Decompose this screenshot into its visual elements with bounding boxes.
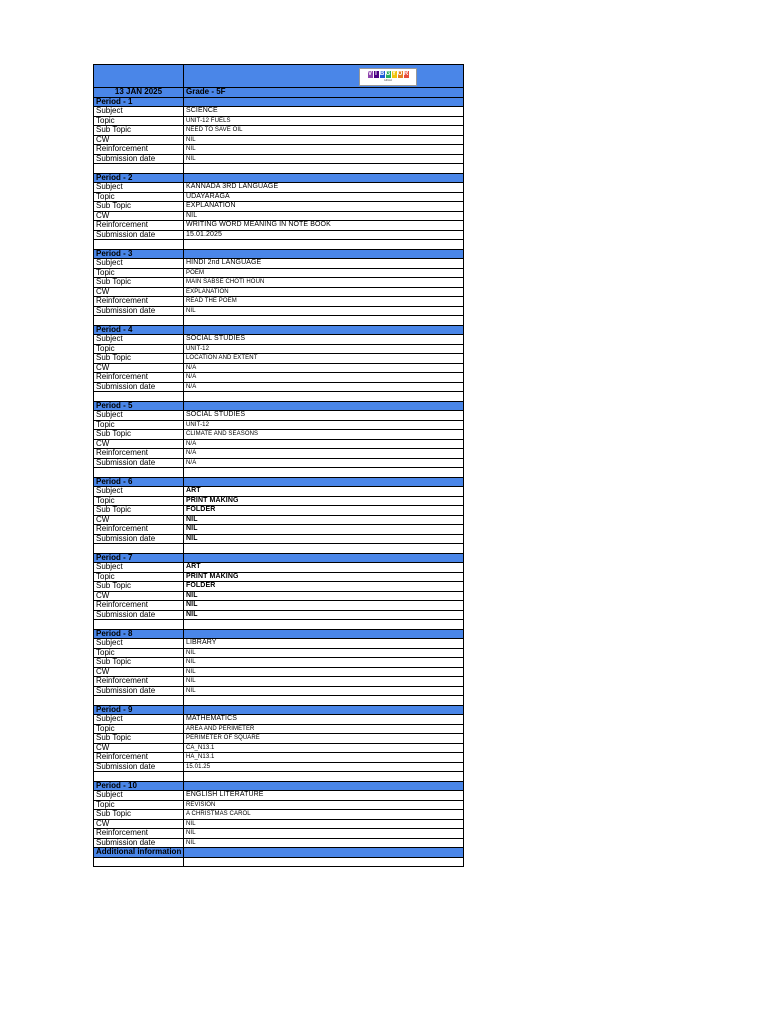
logo-letter: G (385, 71, 391, 77)
period-field-row (94, 572, 464, 582)
spacer-cell (184, 772, 464, 782)
field-value-submission-date: 15.01.25 (184, 762, 464, 772)
logo-subtitle: HIGH (384, 78, 392, 82)
period-field-row (94, 449, 464, 459)
field-value-sub-topic: NIL (184, 658, 464, 668)
period-field-row (94, 107, 464, 117)
period-header-row (94, 97, 464, 107)
field-value-reinforcement: N/A (184, 449, 464, 459)
period-field-row (94, 610, 464, 620)
logo-letter: I (375, 71, 377, 77)
grade-cell: Grade - 5F (184, 88, 464, 98)
period-field-row (94, 715, 464, 725)
field-label-subject: Subject (94, 563, 184, 573)
period-field-row (94, 563, 464, 573)
field-value-reinforcement: NIL (184, 829, 464, 839)
period-field-row (94, 116, 464, 126)
period-field-row (94, 762, 464, 772)
period-field-row (94, 819, 464, 829)
period-field-row (94, 525, 464, 535)
additional-info-spacer (184, 848, 464, 858)
period-field-row (94, 382, 464, 392)
period-field-row (94, 810, 464, 820)
field-label-cw: CW (94, 287, 184, 297)
additional-info-title: Additional information (94, 848, 184, 858)
field-value-topic: UNIT-12 (184, 344, 464, 354)
period-field-row (94, 335, 464, 345)
period-title: Period - 4 (94, 325, 184, 335)
field-value-cw: NIL (184, 515, 464, 525)
field-label-reinforcement: Reinforcement (94, 221, 184, 231)
period-field-row (94, 639, 464, 649)
field-label-submission-date: Submission date (94, 306, 184, 316)
period-header-row (94, 781, 464, 791)
spacer-row (94, 164, 464, 174)
field-value-submission-date: N/A (184, 458, 464, 468)
period-title-spacer (184, 477, 464, 487)
period-field-row (94, 306, 464, 316)
field-label-reinforcement: Reinforcement (94, 677, 184, 687)
period-field-row (94, 753, 464, 763)
field-value-cw: NIL (184, 819, 464, 829)
field-value-cw: NIL (184, 135, 464, 145)
field-value-reinforcement: N/A (184, 373, 464, 383)
period-header-row (94, 705, 464, 715)
header-date-row (94, 88, 464, 98)
field-value-subject: ART (184, 563, 464, 573)
period-title: Period - 6 (94, 477, 184, 487)
spacer-row (94, 316, 464, 326)
field-label-cw: CW (94, 591, 184, 601)
logo-letter: O (397, 71, 403, 77)
period-field-row (94, 192, 464, 202)
field-value-topic: AREA AND PERIMETER (184, 724, 464, 734)
period-field-row (94, 297, 464, 307)
field-value-submission-date: NIL (184, 154, 464, 164)
field-label-subject: Subject (94, 107, 184, 117)
period-field-row (94, 373, 464, 383)
field-label-subject: Subject (94, 639, 184, 649)
period-title-spacer (184, 173, 464, 183)
field-value-submission-date: N/A (184, 382, 464, 392)
field-label-cw: CW (94, 743, 184, 753)
period-field-row (94, 791, 464, 801)
field-value-submission-date: NIL (184, 534, 464, 544)
field-label-reinforcement: Reinforcement (94, 145, 184, 155)
field-value-sub-topic: EXPLANATION (184, 202, 464, 212)
spacer-cell (184, 164, 464, 174)
period-field-row (94, 420, 464, 430)
logo-letter: B (379, 71, 385, 77)
period-field-row (94, 686, 464, 696)
period-title-spacer (184, 705, 464, 715)
period-field-row (94, 677, 464, 687)
field-value-cw: N/A (184, 439, 464, 449)
period-field-row (94, 829, 464, 839)
field-label-cw: CW (94, 667, 184, 677)
spacer-cell (184, 316, 464, 326)
logo-letter: R (403, 71, 409, 77)
field-value-subject: SCIENCE (184, 107, 464, 117)
period-header-row (94, 553, 464, 563)
period-header-row (94, 401, 464, 411)
period-title-spacer (184, 97, 464, 107)
field-label-cw: CW (94, 211, 184, 221)
period-title: Period - 5 (94, 401, 184, 411)
date-cell: 13 JAN 2025 (94, 88, 184, 98)
period-title-spacer (184, 325, 464, 335)
field-label-topic: Topic (94, 268, 184, 278)
period-field-row (94, 658, 464, 668)
field-value-cw: N/A (184, 363, 464, 373)
period-field-row (94, 582, 464, 592)
field-label-topic: Topic (94, 192, 184, 202)
period-field-row (94, 344, 464, 354)
spacer-cell (94, 392, 184, 402)
field-label-reinforcement: Reinforcement (94, 449, 184, 459)
period-field-row (94, 183, 464, 193)
field-value-submission-date: NIL (184, 306, 464, 316)
field-label-reinforcement: Reinforcement (94, 601, 184, 611)
field-label-cw: CW (94, 515, 184, 525)
period-field-row (94, 601, 464, 611)
period-title: Period - 10 (94, 781, 184, 791)
period-field-row (94, 411, 464, 421)
field-label-sub-topic: Sub Topic (94, 734, 184, 744)
period-field-row (94, 268, 464, 278)
period-field-row (94, 135, 464, 145)
field-label-topic: Topic (94, 116, 184, 126)
spacer-cell (94, 164, 184, 174)
field-value-sub-topic: CLIMATE AND SEASONS (184, 430, 464, 440)
field-value-topic: PRINT MAKING (184, 572, 464, 582)
field-value-topic: NIL (184, 648, 464, 658)
field-label-reinforcement: Reinforcement (94, 297, 184, 307)
additional-info-cell (94, 857, 184, 867)
field-value-submission-date: 15.01.2025 (184, 230, 464, 240)
spacer-cell (94, 620, 184, 630)
spacer-row (94, 544, 464, 554)
field-label-sub-topic: Sub Topic (94, 810, 184, 820)
period-field-row (94, 202, 464, 212)
field-label-subject: Subject (94, 487, 184, 497)
field-label-subject: Subject (94, 335, 184, 345)
field-label-topic: Topic (94, 800, 184, 810)
spacer-row (94, 696, 464, 706)
field-value-submission-date: NIL (184, 686, 464, 696)
field-label-cw: CW (94, 819, 184, 829)
field-value-topic: REVISION (184, 800, 464, 810)
field-value-sub-topic: NEED TO SAVE OIL (184, 126, 464, 136)
period-title: Period - 3 (94, 249, 184, 259)
spacer-cell (184, 468, 464, 478)
field-value-reinforcement: HA_N13.1 (184, 753, 464, 763)
spacer-cell (94, 772, 184, 782)
spacer-cell (184, 240, 464, 250)
field-value-reinforcement: NIL (184, 145, 464, 155)
field-label-reinforcement: Reinforcement (94, 753, 184, 763)
field-label-subject: Subject (94, 259, 184, 269)
field-label-submission-date: Submission date (94, 762, 184, 772)
logo-letter: Y (391, 71, 396, 77)
timetable-body (94, 65, 464, 867)
field-label-reinforcement: Reinforcement (94, 525, 184, 535)
field-value-subject: HINDI 2nd LANGUAGE (184, 259, 464, 269)
field-label-sub-topic: Sub Topic (94, 202, 184, 212)
spacer-cell (94, 468, 184, 478)
field-label-sub-topic: Sub Topic (94, 430, 184, 440)
field-label-submission-date: Submission date (94, 610, 184, 620)
period-field-row (94, 287, 464, 297)
field-label-subject: Subject (94, 791, 184, 801)
spacer-cell (94, 696, 184, 706)
period-title-spacer (184, 629, 464, 639)
field-label-topic: Topic (94, 724, 184, 734)
spacer-row (94, 392, 464, 402)
field-label-topic: Topic (94, 648, 184, 658)
period-field-row (94, 534, 464, 544)
field-label-submission-date: Submission date (94, 230, 184, 240)
field-value-topic: PRINT MAKING (184, 496, 464, 506)
field-value-sub-topic: MAIN SABSE CHOTI HOUN (184, 278, 464, 288)
period-field-row (94, 724, 464, 734)
field-value-subject: ENGLISH LITERATURE (184, 791, 464, 801)
field-label-topic: Topic (94, 496, 184, 506)
spacer-cell (94, 316, 184, 326)
field-value-sub-topic: A CHRISTMAS CAROL (184, 810, 464, 820)
field-value-subject: ART (184, 487, 464, 497)
field-value-reinforcement: NIL (184, 677, 464, 687)
spacer-row (94, 620, 464, 630)
period-field-row (94, 667, 464, 677)
field-label-cw: CW (94, 363, 184, 373)
spacer-cell (184, 392, 464, 402)
period-title: Period - 1 (94, 97, 184, 107)
period-field-row (94, 496, 464, 506)
spacer-cell (94, 240, 184, 250)
logo-letter: V (367, 71, 372, 77)
additional-info-cell (184, 857, 464, 867)
period-field-row (94, 458, 464, 468)
field-label-reinforcement: Reinforcement (94, 829, 184, 839)
school-logo (359, 68, 417, 86)
field-label-sub-topic: Sub Topic (94, 278, 184, 288)
field-label-submission-date: Submission date (94, 838, 184, 848)
field-value-topic: POEM (184, 268, 464, 278)
period-field-row (94, 734, 464, 744)
field-value-reinforcement: NIL (184, 525, 464, 535)
period-title-spacer (184, 553, 464, 563)
field-label-cw: CW (94, 135, 184, 145)
field-value-sub-topic: PERIMETER OF SQUARE (184, 734, 464, 744)
spacer-row (94, 468, 464, 478)
field-value-reinforcement: WRITING WORD MEANING IN NOTE BOOK (184, 221, 464, 231)
field-value-topic: UDAYARAGA (184, 192, 464, 202)
field-value-cw: NIL (184, 667, 464, 677)
period-title: Period - 7 (94, 553, 184, 563)
field-label-submission-date: Submission date (94, 382, 184, 392)
field-value-topic: UNIT-12 (184, 420, 464, 430)
field-label-submission-date: Submission date (94, 686, 184, 696)
period-field-row (94, 648, 464, 658)
field-label-subject: Subject (94, 183, 184, 193)
period-title: Period - 9 (94, 705, 184, 715)
period-field-row (94, 506, 464, 516)
period-field-row (94, 230, 464, 240)
period-field-row (94, 591, 464, 601)
field-label-subject: Subject (94, 715, 184, 725)
field-label-sub-topic: Sub Topic (94, 582, 184, 592)
period-field-row (94, 800, 464, 810)
additional-info-value-row (94, 857, 464, 867)
field-label-submission-date: Submission date (94, 534, 184, 544)
period-title-spacer (184, 401, 464, 411)
header-logo-row (94, 65, 464, 88)
field-label-subject: Subject (94, 411, 184, 421)
field-value-reinforcement: READ THE POEM (184, 297, 464, 307)
period-header-row (94, 325, 464, 335)
header-blank-cell (94, 65, 184, 88)
period-header-row (94, 477, 464, 487)
field-label-topic: Topic (94, 572, 184, 582)
field-value-sub-topic: LOCATION AND EXTENT (184, 354, 464, 364)
period-field-row (94, 743, 464, 753)
field-value-submission-date: NIL (184, 610, 464, 620)
field-value-submission-date: NIL (184, 838, 464, 848)
field-label-sub-topic: Sub Topic (94, 506, 184, 516)
period-field-row (94, 515, 464, 525)
spacer-cell (184, 544, 464, 554)
spacer-cell (184, 696, 464, 706)
period-header-row (94, 249, 464, 259)
field-label-topic: Topic (94, 420, 184, 430)
period-field-row (94, 430, 464, 440)
field-value-subject: SOCIAL STUDIES (184, 335, 464, 345)
period-header-row (94, 629, 464, 639)
field-label-sub-topic: Sub Topic (94, 658, 184, 668)
period-field-row (94, 838, 464, 848)
field-value-cw: NIL (184, 211, 464, 221)
field-value-subject: SOCIAL STUDIES (184, 411, 464, 421)
logo-letters (360, 71, 416, 78)
field-value-sub-topic: FOLDER (184, 582, 464, 592)
additional-info-row (94, 848, 464, 858)
period-title: Period - 8 (94, 629, 184, 639)
field-label-topic: Topic (94, 344, 184, 354)
field-value-sub-topic: FOLDER (184, 506, 464, 516)
period-field-row (94, 439, 464, 449)
period-field-row (94, 363, 464, 373)
period-header-row (94, 173, 464, 183)
field-value-cw: CA_N13.1 (184, 743, 464, 753)
field-value-subject: KANNADA 3RD LANGUAGE (184, 183, 464, 193)
field-value-reinforcement: NIL (184, 601, 464, 611)
field-label-sub-topic: Sub Topic (94, 354, 184, 364)
header-logo-cell (184, 65, 464, 88)
period-field-row (94, 211, 464, 221)
field-label-reinforcement: Reinforcement (94, 373, 184, 383)
period-title-spacer (184, 781, 464, 791)
spacer-row (94, 772, 464, 782)
period-field-row (94, 126, 464, 136)
field-value-cw: NIL (184, 591, 464, 601)
period-field-row (94, 145, 464, 155)
field-value-subject: MATHEMATICS (184, 715, 464, 725)
period-field-row (94, 487, 464, 497)
timetable-sheet (93, 64, 464, 867)
period-field-row (94, 278, 464, 288)
period-field-row (94, 154, 464, 164)
spacer-row (94, 240, 464, 250)
field-label-sub-topic: Sub Topic (94, 126, 184, 136)
field-value-topic: UNIT-12 FUELS (184, 116, 464, 126)
period-field-row (94, 259, 464, 269)
period-field-row (94, 221, 464, 231)
field-value-subject: LIBRARY (184, 639, 464, 649)
field-label-submission-date: Submission date (94, 458, 184, 468)
spacer-cell (94, 544, 184, 554)
period-field-row (94, 354, 464, 364)
period-title: Period - 2 (94, 173, 184, 183)
field-label-cw: CW (94, 439, 184, 449)
spacer-cell (184, 620, 464, 630)
field-label-submission-date: Submission date (94, 154, 184, 164)
field-value-cw: EXPLANATION (184, 287, 464, 297)
period-title-spacer (184, 249, 464, 259)
